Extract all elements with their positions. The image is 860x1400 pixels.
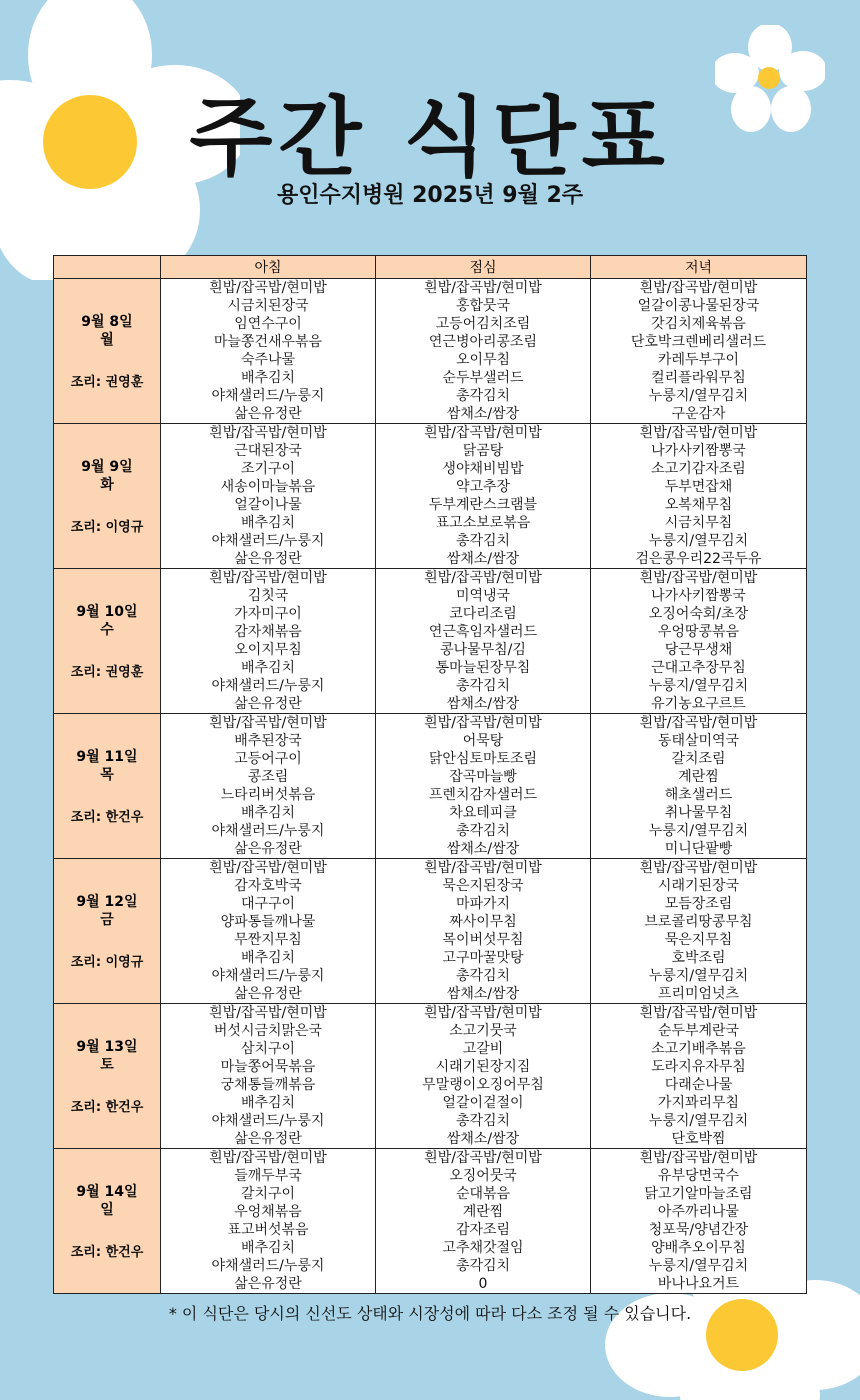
menu-item: 검은콩우리22곡두유: [635, 551, 762, 567]
menu-item: 호박조림: [671, 950, 726, 966]
menu-item: 흰밥/잡곡밥/현미밥: [424, 425, 542, 441]
menu-item: 0: [478, 1276, 488, 1292]
menu-item: 흰밥/잡곡밥/현미밥: [639, 860, 758, 876]
menu-item: 배추김치: [240, 515, 296, 531]
day-cell: [54, 569, 161, 714]
menu-item: 다래순나물: [664, 1077, 733, 1093]
menu-item: 누룽지/열무김치: [648, 533, 749, 549]
menu-item: 누룽지/열무김치: [648, 1258, 749, 1274]
menu-item: 누룽지/열무김치: [648, 968, 749, 984]
day-cell: [54, 424, 161, 569]
menu-item: 배추김치: [240, 370, 296, 386]
menu-item: 근대고추장무침: [651, 660, 746, 676]
menu-item-list: [591, 279, 806, 423]
table-header-row: [54, 256, 807, 279]
menu-item: 양배추오이무침: [651, 1240, 746, 1256]
menu-item: 구운감자: [671, 406, 726, 422]
menu-item-list: [161, 1149, 375, 1293]
menu-item-list: [161, 714, 375, 858]
menu-item: 차요테피클: [449, 805, 517, 821]
breakfast-cell: [161, 859, 376, 1004]
menu-item: 흰밥/잡곡밥/현미밥: [209, 860, 327, 876]
menu-item: 미역냉국: [455, 588, 511, 604]
menu-item: 야채샐러드/누룽지: [211, 678, 325, 694]
menu-item-list: [161, 569, 375, 713]
menu-item: 삶은유정란: [234, 986, 302, 1002]
breakfast-cell: [161, 569, 376, 714]
menu-item: 삶은유정란: [234, 696, 302, 712]
menu-item: 근대된장국: [234, 443, 302, 459]
lunch-cell: [376, 1149, 591, 1294]
menu-item: 삶은유정란: [234, 1131, 302, 1147]
menu-item: 총각김치: [455, 823, 511, 839]
header-corner-cell: [54, 256, 161, 279]
day-weekday: 목: [100, 766, 114, 783]
menu-item: 단호박크렌베리샐러드: [630, 334, 767, 350]
menu-item: 감자채볶음: [234, 624, 302, 640]
lunch-cell: [376, 859, 591, 1004]
menu-item: 삼치구이: [240, 1041, 296, 1057]
menu-item: 흰밥/잡곡밥/현미밥: [424, 1150, 542, 1166]
menu-item-list: [376, 1004, 590, 1148]
menu-item: 표고버섯볶음: [227, 1222, 309, 1238]
menu-item: 흰밥/잡곡밥/현미밥: [639, 715, 758, 731]
header-breakfast: 아침: [161, 256, 376, 279]
menu-item: 소고기배추볶음: [651, 1041, 746, 1057]
menu-item: 컬리플라워무침: [651, 370, 746, 386]
menu-item: 총각김치: [455, 968, 511, 984]
menu-item: 시금치무침: [664, 515, 733, 531]
day-cook: 조리: 이영규: [70, 519, 144, 535]
lunch-cell: [376, 279, 591, 424]
menu-item: 느타리버섯볶음: [220, 787, 316, 803]
dinner-cell: [591, 279, 807, 424]
day-row: [54, 424, 807, 569]
header-dinner: 저녁: [591, 256, 807, 279]
menu-item: 야채샐러드/누룽지: [211, 533, 325, 549]
menu-item: 얼갈이겉절이: [442, 1095, 524, 1111]
menu-item: 누룽지/열무김치: [648, 678, 749, 694]
menu-item: 고추채갓절임: [442, 1240, 524, 1256]
menu-item: 마늘쫑건새우볶음: [213, 334, 323, 350]
menu-item: 흰밥/잡곡밥/현미밥: [209, 715, 327, 731]
breakfast-cell: [161, 424, 376, 569]
page-subtitle: 용인수지병원 2025년 9월 2주: [276, 183, 584, 208]
menu-item: 시래기된장국: [657, 878, 740, 894]
menu-item: 배추김치: [240, 950, 296, 966]
menu-item: 동태살미역국: [657, 733, 740, 749]
menu-item: 가지꽈리무침: [657, 1095, 740, 1111]
breakfast-cell: [161, 1004, 376, 1149]
breakfast-cell: [161, 1149, 376, 1294]
menu-item: 우엉땅콩볶음: [657, 624, 740, 640]
day-row: [54, 714, 807, 859]
menu-item-list: [376, 424, 590, 568]
page-title: 주간 식단표: [189, 88, 671, 188]
menu-item-list: [591, 714, 806, 858]
menu-item: 두부계란스크램블: [428, 497, 538, 513]
menu-item: 오이지무침: [234, 642, 302, 658]
day-date: 9월 9일: [81, 458, 133, 475]
day-cook: 조리: 이영규: [70, 954, 144, 970]
day-row: [54, 569, 807, 714]
day-row: [54, 859, 807, 1004]
day-weekday: 토: [100, 1056, 114, 1073]
menu-item: 배추된장국: [234, 733, 302, 749]
menu-item: 마파가지: [455, 896, 511, 912]
menu-item: 마늘쫑어묵볶음: [220, 1059, 316, 1075]
menu-item: 흰밥/잡곡밥/현미밥: [209, 280, 327, 296]
day-row: [54, 279, 807, 424]
dinner-cell: [591, 714, 807, 859]
menu-item: 유기농요구르트: [651, 696, 746, 712]
menu-item: 쌈채소/쌈장: [446, 986, 520, 1002]
day-cook: 조리: 권영훈: [70, 664, 144, 680]
day-cell: [54, 1004, 161, 1149]
menu-item: 연근병아리콩조림: [428, 334, 538, 350]
menu-item: 흰밥/잡곡밥/현미밥: [424, 715, 542, 731]
menu-item: 단호박찜: [671, 1131, 726, 1147]
menu-item: 생야채비빔밥: [442, 461, 524, 477]
menu-item: 야채샐러드/누룽지: [211, 1113, 325, 1129]
menu-item: 약고추장: [455, 479, 511, 495]
menu-item: 브로콜리땅콩무침: [644, 914, 753, 930]
menu-item: 야채샐러드/누룽지: [211, 388, 325, 404]
day-cell: [54, 279, 161, 424]
menu-item: 청포묵/양념간장: [648, 1222, 749, 1238]
menu-item: 어묵탕: [462, 733, 504, 749]
menu-item-list: [591, 569, 806, 713]
menu-item: 콩나물무침/김: [440, 642, 526, 658]
menu-item: 프렌치감자샐러드: [428, 787, 538, 803]
menu-item-list: [376, 714, 590, 858]
weekly-menu-table: [53, 255, 807, 1294]
lunch-cell: [376, 569, 591, 714]
menu-item: 흰밥/잡곡밥/현미밥: [209, 570, 327, 586]
menu-item: 흰밥/잡곡밥/현미밥: [639, 280, 758, 296]
menu-item: 시래기된장지짐: [435, 1059, 531, 1075]
menu-item: 짜사이무침: [449, 914, 517, 930]
menu-item: 계란찜: [462, 1204, 504, 1220]
menu-item: 야채샐러드/누룽지: [211, 968, 325, 984]
menu-item: 총각김치: [455, 1113, 511, 1129]
menu-item: 흰밥/잡곡밥/현미밥: [424, 570, 542, 586]
menu-item: 시금치된장국: [227, 298, 309, 314]
menu-item: 소고기감자조림: [651, 461, 746, 477]
menu-item: 소고기뭇국: [449, 1023, 517, 1039]
day-cook: 조리: 한건우: [70, 809, 144, 825]
day-cell: [54, 714, 161, 859]
menu-item: 삶은유정란: [234, 841, 302, 857]
menu-item: 닭안심토마토조림: [428, 751, 538, 767]
menu-item: 쌈채소/쌈장: [446, 1131, 520, 1147]
menu-item: 흰밥/잡곡밥/현미밥: [209, 1150, 327, 1166]
day-weekday: 화: [100, 476, 114, 493]
menu-item: 감자호박국: [234, 878, 302, 894]
menu-item: 새송이마늘볶음: [220, 479, 316, 495]
menu-item: 흰밥/잡곡밥/현미밥: [424, 860, 542, 876]
footnote: * 이 식단은 당시의 신선도 상태와 시장성에 따라 다소 조정 될 수 있습니다.: [168, 1304, 692, 1323]
menu-item: 바나나요거트: [657, 1276, 740, 1292]
menu-item: 흰밥/잡곡밥/현미밥: [209, 1005, 327, 1021]
dinner-cell: [591, 1149, 807, 1294]
menu-item: 목이버섯무침: [442, 932, 524, 948]
menu-item: 두부면잡채: [664, 479, 733, 495]
menu-item-list: [591, 424, 806, 568]
menu-item: 유부당면국수: [657, 1168, 740, 1184]
menu-item: 흰밥/잡곡밥/현미밥: [639, 1005, 758, 1021]
menu-item: 코다리조림: [449, 606, 517, 622]
menu-item: 닭고기알마늘조림: [644, 1186, 753, 1202]
menu-item: 흰밥/잡곡밥/현미밥: [639, 1150, 758, 1166]
menu-item: 우엉채볶음: [234, 1204, 302, 1220]
menu-item: 갈치구이: [240, 1186, 296, 1202]
menu-item: 양파통들깨나물: [220, 914, 316, 930]
dinner-cell: [591, 859, 807, 1004]
day-date: 9월 12일: [76, 893, 138, 910]
day-cook: 조리: 한건우: [70, 1244, 144, 1260]
menu-item: 누룽지/열무김치: [648, 823, 749, 839]
day-cell: [54, 859, 161, 1004]
menu-item: 총각김치: [455, 678, 511, 694]
menu-item: 잡곡마늘빵: [449, 769, 517, 785]
day-cook: 조리: 한건우: [70, 1099, 144, 1115]
menu-item: 흰밥/잡곡밥/현미밥: [424, 280, 542, 296]
menu-item: 모듬장조림: [664, 896, 733, 912]
menu-item: 조기구이: [240, 461, 296, 477]
dinner-cell: [591, 424, 807, 569]
breakfast-cell: [161, 279, 376, 424]
lunch-cell: [376, 1004, 591, 1149]
menu-item: 나가사키짬뽕국: [651, 588, 746, 604]
menu-item: 쌈채소/쌈장: [446, 841, 520, 857]
dinner-cell: [591, 569, 807, 714]
menu-item: 취나물무침: [664, 805, 733, 821]
menu-item: 도라지유자무침: [651, 1059, 746, 1075]
dinner-cell: [591, 1004, 807, 1149]
menu-item: 묵은지무침: [664, 932, 733, 948]
day-row: [54, 1149, 807, 1294]
menu-item: 총각김치: [455, 388, 511, 404]
lunch-cell: [376, 714, 591, 859]
menu-item: 당근무생채: [664, 642, 733, 658]
day-date: 9월 11일: [76, 748, 138, 765]
menu-item: 무말랭이오징어무침: [422, 1077, 544, 1093]
menu-item: 통마늘된장무침: [435, 660, 531, 676]
day-row: [54, 1004, 807, 1149]
menu-item: 표고소보로볶음: [435, 515, 531, 531]
menu-item: 콩조림: [247, 769, 289, 785]
menu-item: 삶은유정란: [234, 551, 302, 567]
menu-item: 김칫국: [247, 588, 289, 604]
day-date: 9월 13일: [76, 1038, 138, 1055]
menu-item: 오징어뭇국: [449, 1168, 517, 1184]
menu-item: 고갈비: [462, 1041, 504, 1057]
menu-item: 궁채통들깨볶음: [220, 1077, 316, 1093]
menu-item: 고등어구이: [234, 751, 302, 767]
header-lunch: 점심: [376, 256, 591, 279]
menu-item: 계란찜: [678, 769, 719, 785]
menu-item: 임연수구이: [234, 316, 302, 332]
menu-item: 감자조림: [455, 1222, 511, 1238]
menu-item-list: [161, 424, 375, 568]
menu-item: 프리미엄넛츠: [657, 986, 740, 1002]
day-cook: 조리: 권영훈: [70, 374, 144, 390]
day-date: 9월 8일: [81, 313, 133, 330]
breakfast-cell: [161, 714, 376, 859]
menu-item: 오징어숙회/초장: [648, 606, 749, 622]
menu-item: 삶은유정란: [234, 406, 302, 422]
menu-item: 연근흑임자샐러드: [428, 624, 538, 640]
menu-item-list: [161, 859, 375, 1003]
menu-item: 야채샐러드/누룽지: [211, 823, 325, 839]
menu-item-list: [591, 1004, 806, 1148]
menu-item: 대구구이: [240, 896, 296, 912]
menu-item: 해초샐러드: [664, 787, 733, 803]
day-weekday: 일: [100, 1201, 114, 1218]
menu-item: 흰밥/잡곡밥/현미밥: [639, 570, 758, 586]
day-date: 9월 10일: [76, 603, 138, 620]
menu-item: 홍합뭇국: [455, 298, 511, 314]
menu-item: 야채샐러드/누룽지: [211, 1258, 325, 1274]
menu-item-list: [161, 279, 375, 423]
menu-item-list: [376, 569, 590, 713]
menu-item: 고등어김치조림: [435, 316, 531, 332]
menu-item: 닭곰탕: [462, 443, 504, 459]
menu-item: 들깨두부국: [234, 1168, 302, 1184]
menu-item: 배추김치: [240, 805, 296, 821]
menu-item-list: [591, 1149, 806, 1293]
day-date: 9월 14일: [76, 1183, 138, 1200]
menu-item: 누룽지/열무김치: [648, 1113, 749, 1129]
menu-item: 가자미구이: [234, 606, 302, 622]
menu-item: 무짠지무침: [234, 932, 302, 948]
menu-item: 고구마꿀맛탕: [442, 950, 524, 966]
menu-item: 오이무침: [455, 352, 511, 368]
menu-item-list: [591, 859, 806, 1003]
menu-item: 순두부샐러드: [442, 370, 524, 386]
menu-item: 버섯시금치맑은국: [213, 1023, 323, 1039]
menu-item-list: [376, 859, 590, 1003]
menu-item: 갓김치제육볶음: [651, 316, 746, 332]
menu-item: 쌈채소/쌈장: [446, 406, 520, 422]
menu-item: 카레두부구이: [657, 352, 740, 368]
menu-item: 배추김치: [240, 1240, 296, 1256]
menu-item: 얼갈이콩나물된장국: [637, 298, 760, 314]
menu-item-list: [376, 1149, 590, 1293]
day-cell: [54, 1149, 161, 1294]
day-weekday: 월: [100, 331, 114, 348]
menu-item: 순대볶음: [455, 1186, 511, 1202]
menu-item: 쌈채소/쌈장: [446, 696, 520, 712]
menu-item: 얼갈이나물: [234, 497, 302, 513]
day-weekday: 금: [100, 911, 114, 928]
menu-item: 흰밥/잡곡밥/현미밥: [639, 425, 758, 441]
menu-item: 총각김치: [455, 533, 511, 549]
menu-item: 오복채무침: [664, 497, 733, 513]
menu-item: 아주까리나물: [657, 1204, 740, 1220]
menu-item: 흰밥/잡곡밥/현미밥: [424, 1005, 542, 1021]
menu-item: 배추김치: [240, 660, 296, 676]
menu-item: 삶은유정란: [234, 1276, 302, 1292]
menu-item-list: [161, 1004, 375, 1148]
menu-item: 누룽지/열무김치: [648, 388, 749, 404]
lunch-cell: [376, 424, 591, 569]
menu-item: 묵은지된장국: [442, 878, 524, 894]
menu-item: 갈치조림: [671, 751, 726, 767]
menu-item: 나가사키짬뽕국: [651, 443, 746, 459]
day-weekday: 수: [100, 621, 114, 638]
menu-item: 총각김치: [455, 1258, 511, 1274]
menu-item: 배추김치: [240, 1095, 296, 1111]
menu-item: 숙주나물: [240, 352, 296, 368]
menu-item: 미니단팥빵: [664, 841, 733, 857]
menu-item: 순두부계란국: [657, 1023, 740, 1039]
menu-item: 흰밥/잡곡밥/현미밥: [209, 425, 327, 441]
menu-item-list: [376, 279, 590, 423]
menu-item: 쌈채소/쌈장: [446, 551, 520, 567]
